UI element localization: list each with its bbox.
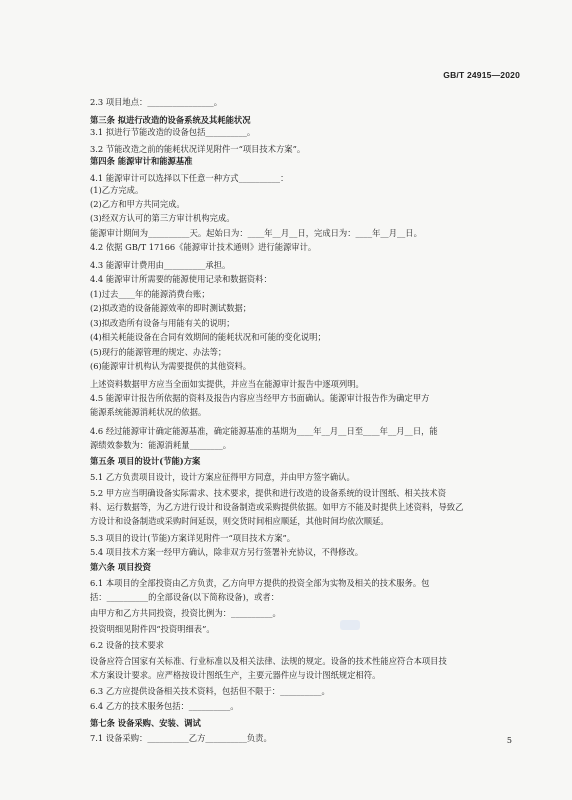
body-line: (4)相关耗能设备在合同有效期间的能耗状况和可能的变化说明； bbox=[90, 332, 326, 342]
body-line: 由甲方和乙方共同投资，投资比例为：__________。 bbox=[90, 608, 281, 618]
body-line: (2)拟改造的设备能源效率的即时测试数据； bbox=[90, 303, 252, 313]
body-line: 6.3 乙方应提供设备相关技术资料，包括但不限于：__________。 bbox=[90, 686, 330, 696]
body-line: 3.2 节能改造之前的能耗状况详见附件一“项目技术方案”。 bbox=[90, 144, 306, 154]
body-line: 设备应符合国家有关标准、行业标准以及相关法律、法规的规定。设备的技术性能应符合本项目技 bbox=[90, 656, 447, 666]
body-line: 方设计和设备制造或采购时间延误，则交货时间相应顺延，其他时间均依次顺延。 bbox=[90, 516, 389, 526]
body-line: (1)乙方完成。 bbox=[90, 185, 144, 195]
body-line: (2)乙方和甲方共同完成。 bbox=[90, 199, 185, 209]
body-line: 5.4 项目技术方案一经甲方确认，除非双方另行签署补充协议，不得修改。 bbox=[90, 547, 364, 557]
body-line: 6.2 设备的技术要求 bbox=[90, 640, 164, 650]
body-line: 6.4 乙方的技术服务包括：__________。 bbox=[90, 701, 239, 711]
body-line: (3)经双方认可的第三方审计机构完成。 bbox=[90, 213, 235, 223]
body-line: 术方案设计要求。应严格按设计图纸生产，主要元器件应与设计图纸规定相符。 bbox=[90, 670, 381, 680]
body-line: 7.1 设备采购：__________乙方__________负责。 bbox=[90, 733, 272, 743]
body-line: 4.2 依据 GB/T 17166《能源审计技术通则》进行能源审计。 bbox=[90, 242, 317, 252]
body-line: 4.3 能源审计费用由__________承担。 bbox=[90, 260, 231, 270]
body-line: 5.1 乙方负责项目设计，设计方案应征得甲方同意，并由甲方签字确认。 bbox=[90, 472, 355, 482]
body-line: (6)能源审计机构认为需要提供的其他资料。 bbox=[90, 361, 252, 371]
body-line: 4.6 经过能源审计确定能源基准，确定能源基准的基期为____年__月__日至____年__月__日，能 bbox=[90, 426, 438, 436]
body-line: 料、运行数据等，为乙方进行设计和设备制造或采购提供依据。如甲方不能及时提供上述资料，导致乙 bbox=[90, 502, 464, 512]
body-line: 上述资料数据甲方应当全面如实提供，并应当在能源审计报告中逐项列明。 bbox=[90, 379, 364, 389]
section-heading: 第七条 设备采购、安装、调试 bbox=[90, 718, 201, 728]
body-line: 4.5 能源审计报告所依据的资料及报告内容应当经甲方书面确认。能源审计报告作为确定甲方 bbox=[90, 393, 430, 403]
section-heading: 第五条 项目的设计(节能)方案 bbox=[90, 456, 201, 466]
body-line: 6.1 本项目的全部投资由乙方负责，乙方向甲方提供的投资全部为实物及相关的技术服务。包 bbox=[90, 578, 430, 588]
section-heading: 第四条 能源审计和能源基准 bbox=[90, 156, 193, 166]
section-heading: 第六条 项目投资 bbox=[90, 562, 151, 572]
body-line: 4.4 能源审计所需要的能源使用记录和数据资料： bbox=[90, 274, 272, 284]
watermark-badge bbox=[340, 620, 360, 630]
page-number: 5 bbox=[506, 736, 512, 745]
body-line: (3)拟改造所有设备与用能有关的说明； bbox=[90, 318, 235, 328]
body-line: 5.2 甲方应当明确设备实际需求、技术要求，提供和进行改造的设备系统的设计图纸、相关技术资 bbox=[90, 488, 447, 498]
section-heading: 第三条 拟进行改造的设备系统及其耗能状况 bbox=[90, 115, 251, 125]
body-line: 投资明细见附件四“投资明细表”。 bbox=[90, 624, 215, 634]
body-line: (1)过去____年的能源消费台账； bbox=[90, 289, 210, 299]
body-line: 5.3 项目的设计(节能)方案详见附件一“项目技术方案”。 bbox=[90, 533, 296, 543]
body-line: 能源系统能源消耗状况的依据。 bbox=[90, 407, 207, 417]
body-line: 括：__________的全部设备(以下简称设备)，或者： bbox=[90, 592, 280, 602]
body-line: (5)现行的能源管理的规定、办法等； bbox=[90, 347, 227, 357]
body-line: 能源审计期间为__________天。起始日为：____年__月__日，完成日为：____年__月__日。 bbox=[90, 228, 422, 238]
body-line: 2.3 项目地点：________________。 bbox=[90, 97, 222, 107]
body-line: 3.1 拟进行节能改造的设备包括__________。 bbox=[90, 127, 256, 137]
standard-header: GB/T 24915—2020 bbox=[443, 70, 520, 80]
body-line: 4.1 能源审计可以选择以下任意一种方式__________： bbox=[90, 173, 289, 183]
body-line: 源绩效参数为：能源消耗量________。 bbox=[90, 440, 232, 450]
